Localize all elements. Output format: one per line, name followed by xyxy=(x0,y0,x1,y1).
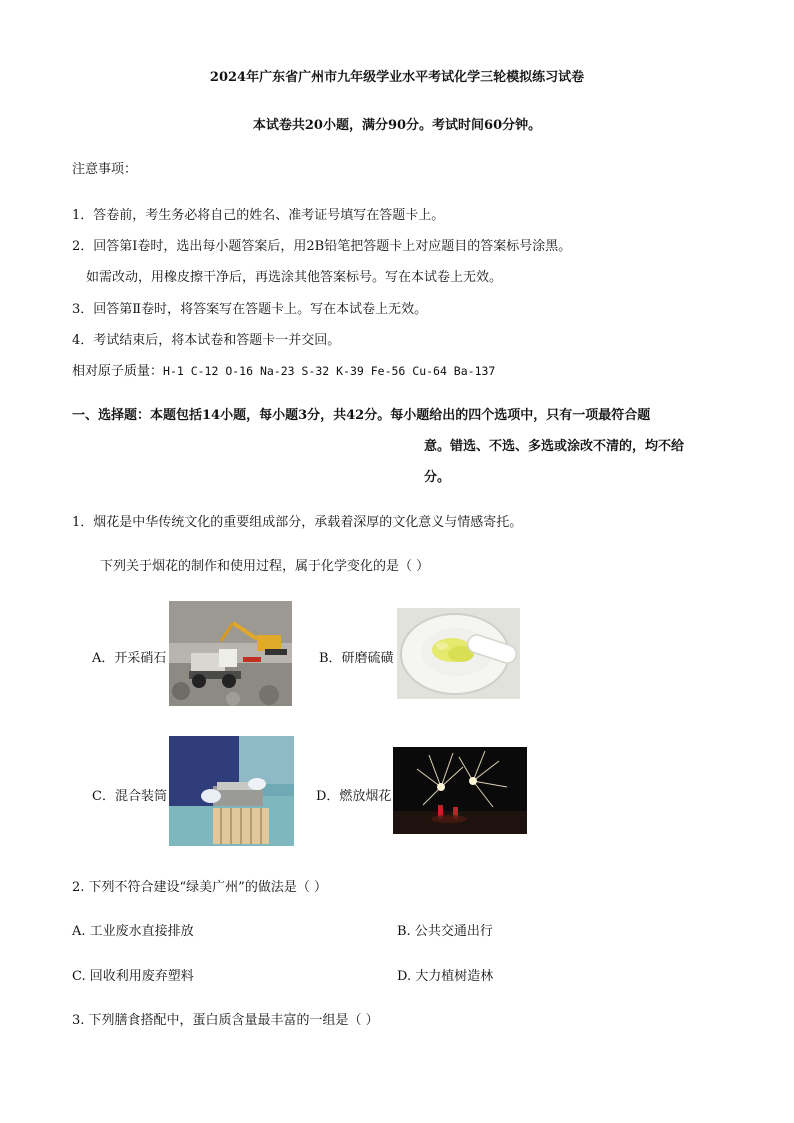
atomic-mass-values: H-1 C-12 O-16 Na-23 S-32 K-39 Fe-56 Cu-64 Ba-137 xyxy=(163,364,496,378)
mortar-sulfur-image xyxy=(397,608,520,699)
q2-stem: 2. 下列不符合建设“绿美广州”的做法是（ ） xyxy=(72,880,327,895)
atomic-mass-label: 相对原子质量： xyxy=(72,364,164,379)
notice-item-2-cont: 如需改动，用橡皮擦干净后，再选涂其他答案标号。写在本试卷上无效。 xyxy=(86,270,503,285)
section1-heading-line2: 意。错选、不选、多选或涂改不清的，均不给 xyxy=(424,439,685,454)
notice-item-2: 2．回答第Ⅰ卷时，选出每小题答案后，用2B铅笔把答题卡上对应题目的答案标号涂黑。 xyxy=(72,239,572,254)
q2-option-a: A. 工业废水直接排放 xyxy=(72,924,194,939)
notice-item-1: 1．答卷前，考生务必将自己的姓名、准考证号填写在答题卡上。 xyxy=(72,208,445,223)
q1-sub: 下列关于烟花的制作和使用过程，属于化学变化的是（ ） xyxy=(100,559,430,574)
q1-stem: 1．烟花是中华传统文化的重要组成部分，承载着深厚的文化意义与情感寄托。 xyxy=(72,515,523,530)
quarry-truck-image xyxy=(169,601,292,706)
exam-subtitle: 本试卷共20小题，满分90分。考试时间60分钟。 xyxy=(252,118,542,133)
q1-option-d: D．燃放烟花 xyxy=(316,789,392,804)
atomic-mass-line xyxy=(72,360,495,379)
notice-item-4: 4．考试结束后，将本试卷和答题卡一并交回。 xyxy=(72,333,341,348)
q2-option-c: C. 回收利用废弃塑料 xyxy=(72,969,194,984)
q3-stem: 3. 下列膳食搭配中，蛋白质含量最丰富的一组是（ ） xyxy=(72,1013,379,1028)
q2-option-b: B. 公共交通出行 xyxy=(397,924,493,939)
packing-tubes-image xyxy=(169,736,294,846)
section1-heading-line3: 分。 xyxy=(424,470,451,485)
notice-item-3: 3．回答第Ⅱ卷时，将答案写在答题卡上。写在本试卷上无效。 xyxy=(72,302,428,317)
q1-option-a: A．开采硝石 xyxy=(92,651,167,666)
q2-option-d: D. 大力植树造林 xyxy=(397,969,494,984)
q1-option-c: C．混合装筒 xyxy=(92,789,167,804)
q1-option-b: B．研磨硫磺 xyxy=(319,651,394,666)
notice-heading: 注意事项： xyxy=(72,162,138,177)
fireworks-image xyxy=(393,747,527,834)
section1-heading-line1: 一、选择题：本题包括14小题，每小题3分，共42分。每小题给出的四个选项中，只有一项最符合题 xyxy=(72,408,651,423)
exam-title: 2024年广东省广州市九年级学业水平考试化学三轮模拟练习试卷 xyxy=(209,70,585,85)
